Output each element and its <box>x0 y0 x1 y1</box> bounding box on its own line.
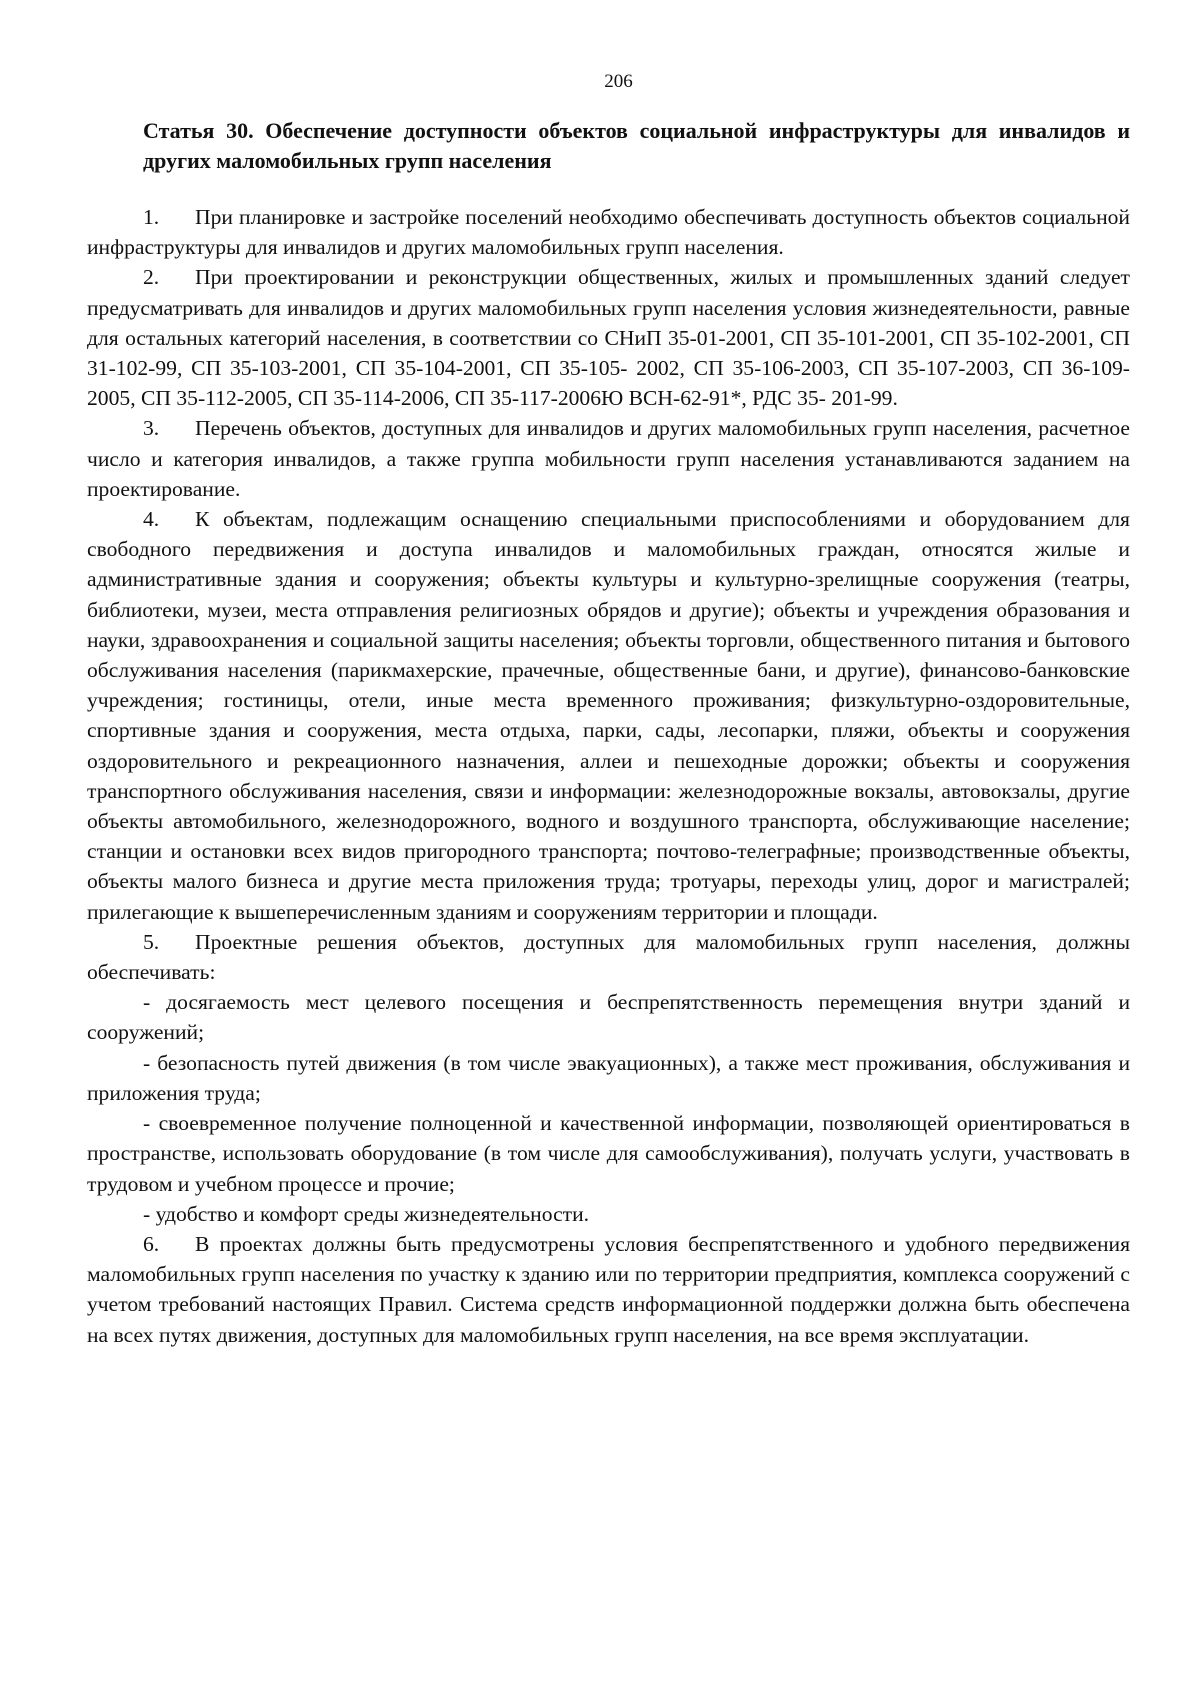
list-item: - удобство и комфорт среды жизнедеятельности. <box>143 1201 590 1226</box>
paragraph-number: 2. <box>143 265 160 290</box>
paragraph-4 <box>87 504 1130 927</box>
document-page <box>87 70 1130 1350</box>
paragraph-text: При планировке и застройке поселений необходимо обеспечивать доступность объектов социальной инфраструктуры для инвалидов и других маломобильных групп населения. <box>87 205 1130 260</box>
article-title: Статья 30. Обеспечение доступности объектов социальной инфраструктуры для инвалидов и других маломобильных групп населения <box>143 118 1130 173</box>
paragraph-text: К объектам, подлежащим оснащению специальными приспособлениями и оборудованием для свободного передвижения и доступа инвалидов и маломобильных граждан, относятся жилые и административные здания и сооружения; объекты культуры и культурно-зрелищные сооружения (театры, библиотеки, музеи, места отправления религиозных обрядов и другие); объекты и учреждения образования и науки, здравоохранения и социальной защиты населения; объекты торговли, общественного питания и бытового обслуживания населения (парикмахерские, прачечные, общественные бани, и другие), финансово-банковские учреждения; гостиницы, отели, иные места временного проживания; физкультурно-оздоровительные, спортивные здания и сооружения, места отдыха, парки, сады, лесопарки, пляжи, объекты и сооружения оздоровительного и рекреационного назначения, аллеи и пешеходные дорожки; объекты и сооружения транспортного обслуживания населения, связи и информации: железнодорожные вокзалы, автовокзалы, другие объекты автомобильного, железнодорожного, водного и воздушного транспорта, обслуживающие население; станции и остановки всех видов пригородного транспорта; почтово-телеграфные; производственные объекты, объекты малого бизнеса и другие места приложения труда; тротуары, переходы улиц, дорог и магистралей; прилегающие к вышеперечисленным зданиям и сооружениям территории и площади. <box>87 507 1130 924</box>
list-item: - досягаемость мест целевого посещения и беспрепятственность перемещения внутри зданий и сооружений; <box>87 990 1130 1045</box>
paragraph-text: Проектные решения объектов, доступных для маломобильных групп населения, должны обеспечивать: <box>87 929 1130 985</box>
paragraph-3 <box>87 413 1130 504</box>
paragraph-text: Перечень объектов, доступных для инвалидов и других маломобильных групп населения, расчетное число и категория инвалидов, а также группа мобильности групп населения устанавливаются заданием на проектирование. <box>87 416 1130 501</box>
paragraph-number: 1. <box>143 205 160 229</box>
paragraph-1 <box>87 202 1130 262</box>
list-item: - своевременное получение полноценной и качественной информации, позволяющей ориентироваться в пространстве, использовать оборудование (в том числе для самообслуживания), получать услуги, участвовать в трудовом и учебном процессе и прочие; <box>87 1111 1130 1196</box>
paragraph-6 <box>87 1229 1130 1350</box>
paragraph-2 <box>87 262 1130 413</box>
page-number: 206 <box>604 71 633 92</box>
list-item: - безопасность путей движения (в том числе эвакуационных), а также мест проживания, обслуживания и приложения труда; <box>87 1050 1130 1105</box>
paragraph-text: В проектах должны быть предусмотрены условия беспрепятственного и удобного передвижения маломобильных групп населения по участку к зданию или по территории предприятия, комплекса сооружений с учетом требований настоящих Правил. Система средств информационной поддержки должна быть обеспечена на всех путях движения, доступных для маломобильных групп населения, на все время эксплуатации. <box>87 1231 1130 1347</box>
paragraph-number: 4. <box>143 507 160 532</box>
paragraph-5 <box>87 927 1130 987</box>
paragraph-number: 5. <box>143 929 160 954</box>
paragraph-number: 3. <box>143 416 160 441</box>
paragraph-number: 6. <box>143 1231 160 1256</box>
paragraph-text: При проектировании и реконструкции общественных, жилых и промышленных зданий следует предусматривать для инвалидов и других маломобильных групп населения условия жизнедеятельности, равные для остальных категорий населения, в соответствии со СНиП 35-01-2001, СП 35-101-2001, СП 35-102-2001, СП 31-102-99, СП 35-103-2001, СП 35-104-2001, СП 35-105- 2002, СП 35-106-2003, СП 35-107-2003, СП 36-109-2005, СП 35-112-2005, СП 35-114-2006, СП 35-117-2006Ю ВСН-62-91*, РДС 35- 201-99. <box>87 265 1130 411</box>
